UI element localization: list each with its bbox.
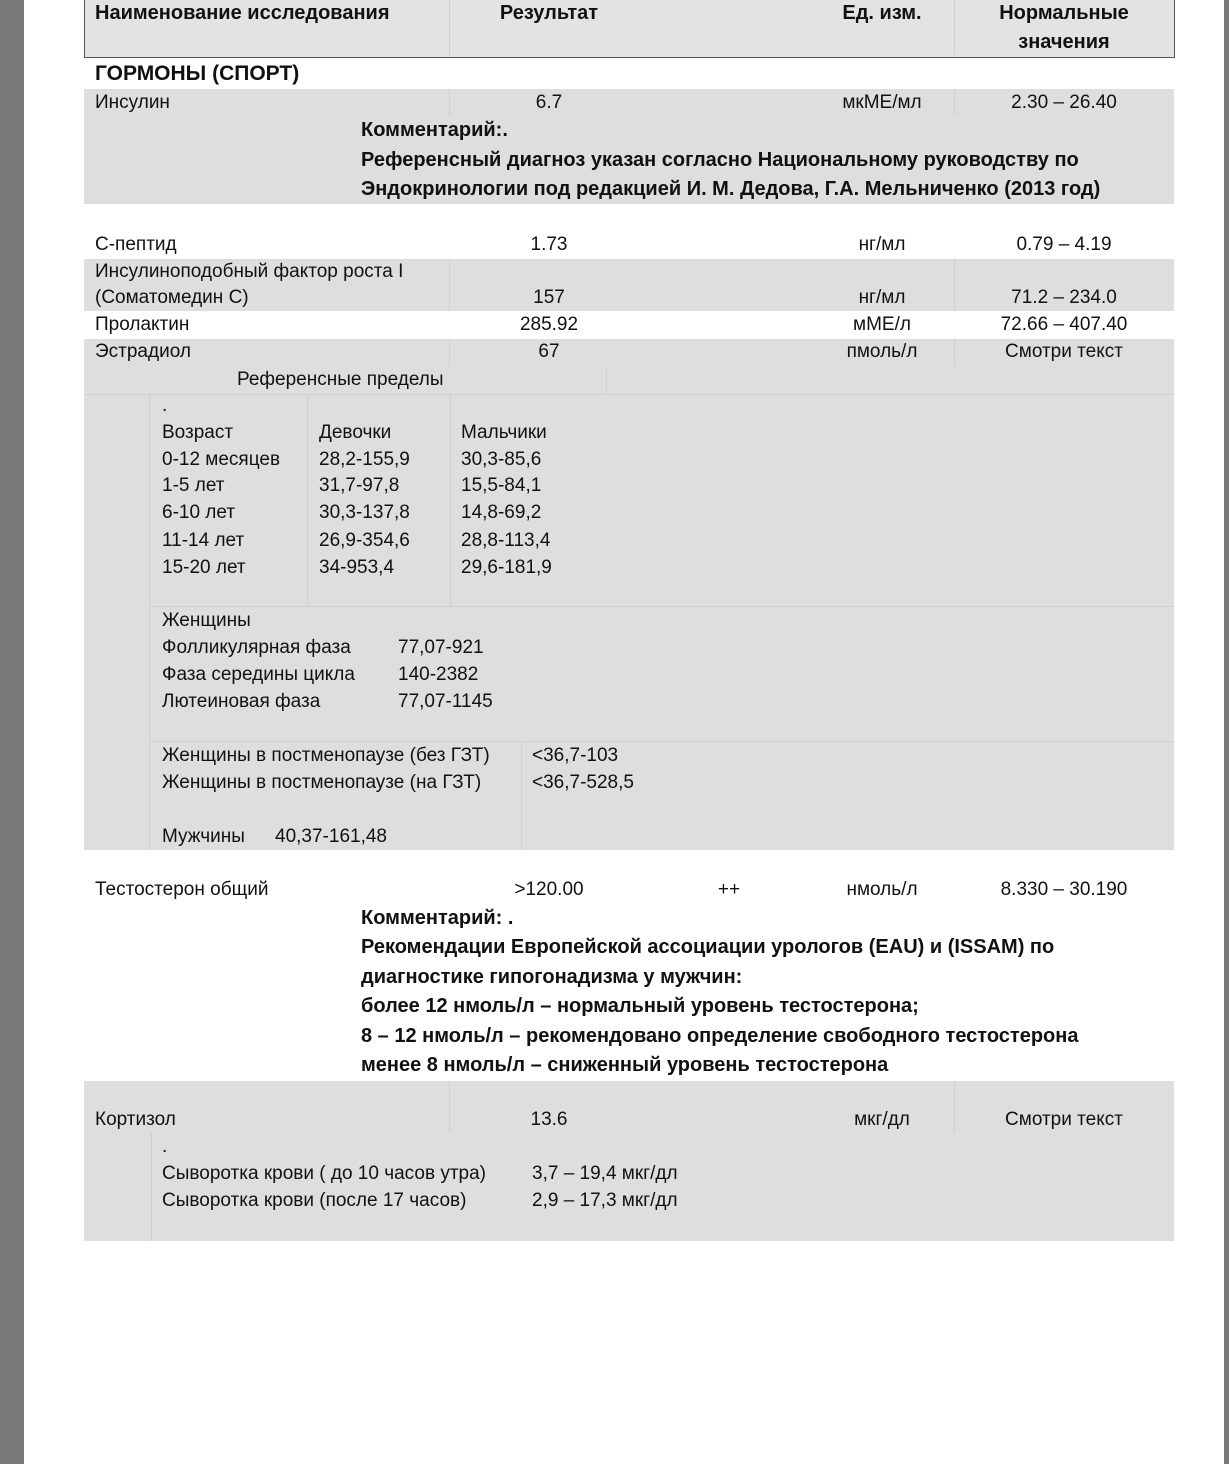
insulin-norm: 2.30 – 26.40 [1011, 92, 1117, 113]
insulin-comment-line: Эндокринологии под редакцией И. М. Дедова, Г.А. Мельниченко (2013 год) [361, 178, 1101, 200]
cortisol-unit: мкг/дл [854, 1109, 910, 1130]
testosterone-norm: 8.330 – 30.190 [1000, 879, 1128, 900]
postmenopause-value: <36,7-528,5 [532, 772, 634, 793]
cortisol-norm: Смотри текст [1005, 1109, 1123, 1130]
insulin-name: Инсулин [95, 92, 170, 113]
phase-label: Фаза середины цикла [162, 664, 355, 685]
prolactin-unit: мМЕ/л [853, 314, 911, 335]
cortisol-name: Кортизол [95, 1109, 176, 1130]
testosterone-unit: нмоль/л [846, 879, 918, 900]
postmenopause-value: <36,7-103 [532, 745, 619, 766]
age-row-age: 6-10 лет [162, 502, 236, 523]
estradiol-norm: Смотри текст [1005, 341, 1123, 362]
age-row-girls: 26,9-354,6 [319, 530, 410, 551]
header-normal-line1: Нормальные [999, 2, 1129, 24]
testosterone-comment-title: Комментарий: . [361, 907, 514, 929]
insulin-comment-title: Комментарий:. [361, 119, 508, 141]
age-row-girls: 30,3-137,8 [319, 502, 410, 523]
phase-value: 140-2382 [398, 664, 479, 685]
age-row-boys: 28,8-113,4 [461, 530, 551, 551]
age-header-age: Возраст [162, 422, 234, 443]
testosterone-result: >120.00 [514, 879, 584, 900]
prolactin-result: 285.92 [519, 314, 579, 335]
insulin-comment-line: Референсный диагноз указан согласно Национальному руководству по [361, 149, 1079, 171]
testosterone-comment-line: менее 8 нмоль/л – сниженный уровень тестостерона [361, 1054, 889, 1076]
header-normal-line2: значения [1018, 31, 1110, 53]
cpeptide-name: С-пептид [95, 234, 177, 255]
age-row-boys: 29,6-181,9 [461, 557, 552, 578]
igf-result: 157 [533, 287, 565, 308]
cpeptide-result: 1.73 [530, 234, 568, 255]
header-result: Результат [499, 2, 599, 24]
phase-value: 77,07-921 [398, 637, 484, 658]
postmenopause-label: Женщины в постменопаузе (на ГЗТ) [162, 772, 482, 793]
age-row-boys: 14,8-69,2 [461, 502, 542, 523]
age-row-boys: 15,5-84,1 [461, 475, 542, 496]
prolactin-norm: 72.66 – 407.40 [1000, 314, 1128, 335]
phase-label: Лютеиновая фаза [162, 691, 321, 712]
igf-norm: 71.2 – 234.0 [1011, 287, 1117, 308]
testosterone-comment-line: 8 – 12 нмоль/л – рекомендовано определение свободного тестостерона [361, 1025, 1079, 1047]
estradiol-result: 67 [538, 341, 560, 362]
phase-label: Фолликулярная фаза [162, 637, 351, 658]
age-header-boys: Мальчики [461, 422, 547, 443]
igf-unit: нг/мл [858, 287, 906, 308]
estradiol-dot: . [162, 395, 168, 416]
age-row-girls: 31,7-97,8 [319, 475, 400, 496]
testosterone-comment-line: диагностике гипогонадизма у мужчин: [361, 966, 743, 988]
section-title: ГОРМОНЫ (СПОРТ) [95, 62, 300, 85]
phase-value: 77,07-1145 [398, 691, 493, 712]
prolactin-name: Пролактин [95, 314, 190, 335]
age-row-age: 11-14 лет [162, 530, 245, 551]
header-unit: Ед. изм. [842, 2, 922, 24]
estradiol-name: Эстрадиол [95, 341, 191, 362]
cortisol-result: 13.6 [530, 1109, 568, 1130]
age-header-girls: Девочки [319, 422, 392, 443]
cortisol-ref-label: Сыворотка крови (после 17 часов) [162, 1190, 467, 1211]
cpeptide-norm: 0.79 – 4.19 [1016, 234, 1112, 255]
postmenopause-label: Женщины в постменопаузе (без ГЗТ) [162, 745, 490, 766]
insulin-result: 6.7 [535, 92, 563, 113]
insulin-unit: мкМЕ/мл [842, 92, 922, 113]
age-row-age: 1-5 лет [162, 475, 225, 496]
men-value: 40,37-161,48 [275, 826, 387, 847]
cpeptide-unit: нг/мл [858, 234, 906, 255]
testosterone-flag: ++ [717, 879, 741, 900]
cortisol-ref-value: 3,7 – 19,4 мкг/дл [532, 1163, 678, 1184]
men-label: Мужчины [162, 826, 245, 847]
igf-name-line2: (Соматомедин С) [95, 287, 249, 308]
women-title: Женщины [162, 610, 251, 631]
estradiol-ref-title: Референсные пределы [237, 369, 444, 390]
igf-name-line1: Инсулиноподобный фактор роста I [95, 261, 404, 282]
age-row-age: 15-20 лет [162, 557, 246, 578]
testosterone-name: Тестостерон общий [95, 879, 269, 900]
cortisol-dot: . [162, 1136, 168, 1157]
cortisol-ref-value: 2,9 – 17,3 мкг/дл [532, 1190, 678, 1211]
cortisol-ref-label: Сыворотка крови ( до 10 часов утра) [162, 1163, 486, 1184]
testosterone-comment-line: Рекомендации Европейской ассоциации урологов (EAU) и (ISSAM) по [361, 936, 1055, 958]
age-row-age: 0-12 месяцев [162, 449, 281, 470]
document-page [24, 0, 1224, 1464]
cortisol-block [84, 1081, 1174, 1241]
age-row-boys: 30,3-85,6 [461, 449, 542, 470]
age-row-girls: 34-953,4 [319, 557, 395, 578]
testosterone-comment-line: более 12 нмоль/л – нормальный уровень тестостерона; [361, 995, 919, 1017]
age-row-girls: 28,2-155,9 [319, 449, 410, 470]
estradiol-unit: пмоль/л [846, 341, 918, 362]
header-name: Наименование исследования [95, 2, 390, 24]
